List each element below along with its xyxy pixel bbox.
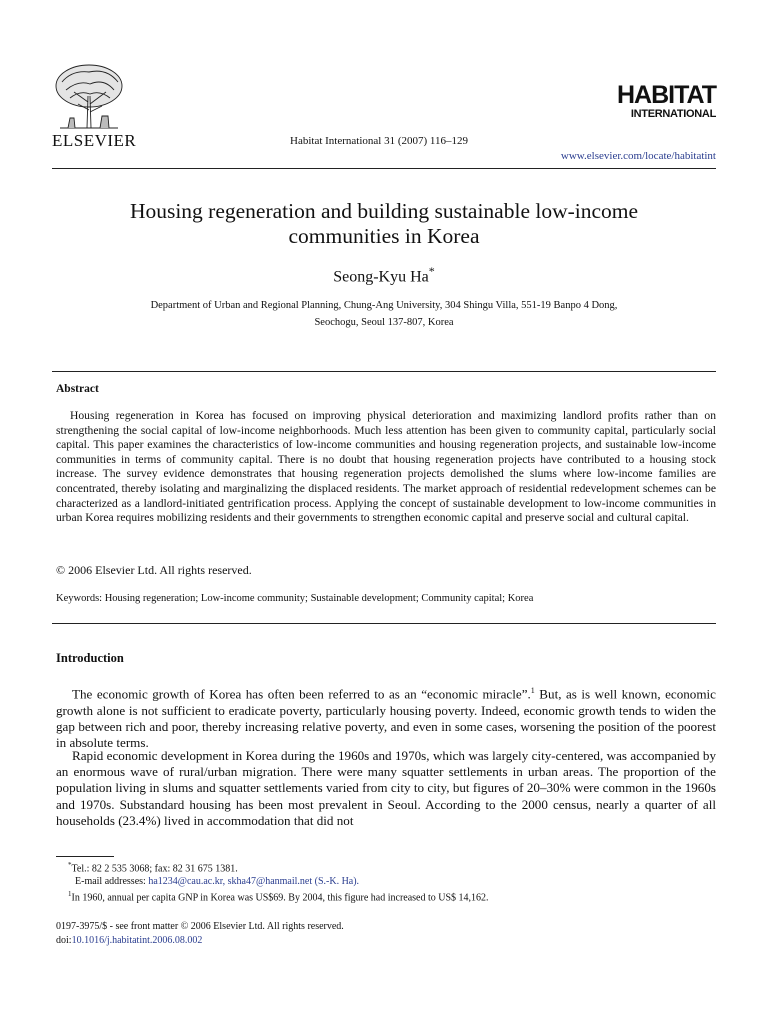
title-line: Housing regeneration and building sustainable low-income: [129, 199, 639, 223]
intro-text: The economic growth of Korea has often been referred to as an “economic miracle”.: [72, 686, 531, 702]
journal-citation-text: Habitat International 31 (2007) 116–129: [290, 135, 468, 147]
abstract-top-rule: [52, 371, 716, 372]
footnote-ref[interactable]: 1: [530, 686, 535, 695]
doi-line: [56, 935, 202, 946]
header-rule: [52, 168, 716, 169]
elsevier-tree-logo: [52, 62, 126, 132]
doi-link[interactable]: 10.1016/j.habitatint.2006.08.002: [71, 935, 203, 946]
footnote-mark: 1: [68, 890, 72, 898]
affiliation-line: Seochogu, Seoul 137-807, Korea: [314, 317, 454, 328]
issn-line: 0197-3975/$ - see front matter © 2006 Elsevier Ltd. All rights reserved.: [56, 921, 344, 932]
footnote-mark: *: [68, 861, 72, 869]
footnote-1-text: In 1960, annual per capita GNP in Korea was US$69. By 2004, this figure had increased to US$ 14,162.: [71, 892, 489, 904]
author-footnote-mark[interactable]: *: [428, 264, 435, 278]
author-affiliation: [52, 297, 716, 331]
journal-logo: HABITAT: [617, 81, 716, 109]
intro-text: But, as is well known, economic growth alone is not sufficient to eradicate poverty, particularly housing poverty. Indeed, economic growth tends to widen the gap between rich and poor, thereby increasing relative poverty, and even in some cases, worsening the position of the poorest in absolute terms.: [56, 686, 716, 750]
author-name: [52, 264, 716, 286]
footnote-tel-text: Tel.: 82 2 535 3068; fax: 82 31 675 1381.: [71, 863, 238, 875]
abstract-copyright: © 2006 Elsevier Ltd. All rights reserved.: [56, 563, 252, 577]
email-label: E-mail addresses:: [75, 876, 146, 887]
footnote-email: [75, 876, 359, 887]
email-link[interactable]: skha47@hanmail.net: [227, 876, 313, 887]
email-separator: ,: [222, 876, 228, 887]
footnote-1: [68, 890, 489, 903]
title-line: communities in Korea: [288, 224, 480, 248]
email-link[interactable]: ha1234@cau.ac.kr: [148, 876, 223, 887]
footnote-rule: [56, 856, 114, 857]
journal-logo-subtitle: INTERNATIONAL: [630, 108, 716, 120]
intro-paragraph-1: [56, 683, 716, 751]
abstract-body: Housing regeneration in Korea has focused on improving physical deterioration and maximizing landlord profits rather than on strengthening the social capital of low-income neighborhoods. Much less attention has been given to community capital, particularly social capital. This paper examines the characteristics of low-income communities and housing regeneration projects, and sustainable low-income communities in terms of community capital. There is no doubt that housing regeneration projects have contributed to a housing stock increase. The survey evidence demonstrates that housing regeneration projects demolished the slums where low-income families are concentrated, thereby isolating and marginalizing the displaced residents. The market approach of residential redevelopment schemes can be characterized as a landlord-initiated gentrification process. Applying the concept of sustainable development to low-income communities in urban Korea requires mobilizing residents and their governments to strengthen economic capital and preserve social and cultural capital.: [56, 409, 716, 525]
author-text: Seong-Kyu Ha: [333, 268, 429, 286]
journal-citation: [0, 135, 768, 147]
article-title: [52, 199, 716, 249]
affiliation-line: Department of Urban and Regional Planning, Chung-Ang University, 304 Shingu Villa, 551-19 Banpo 4 Dong,: [150, 300, 618, 311]
doi-label: doi:: [56, 935, 72, 946]
publisher-name: ELSEVIER: [52, 131, 137, 150]
abstract-heading: Abstract: [56, 383, 99, 395]
keywords: Keywords: Housing regeneration; Low-income community; Sustainable development; Community capital; Korea: [56, 593, 534, 604]
journal-website-link[interactable]: www.elsevier.com/locate/habitatint: [560, 150, 716, 162]
footnote-tel: [56, 861, 238, 874]
abstract-bottom-rule: [52, 623, 716, 624]
section-heading-introduction: Introduction: [56, 651, 124, 665]
intro-paragraph-2: Rapid economic development in Korea during the 1960s and 1970s, which was largely city-centered, was accompanied by an enormous wave of rural/urban migration. There were many squatter settlements in urban areas. The proportion of the population living in slums and squatter settlements varied from city to city, but figures of 20–30% were common in the 1960s and 1970s. Substandard housing has been most prevalent in Seoul. According to the 2000 census, nearly a quarter of all households (23.4%) lived in accommodation that did not: [56, 748, 716, 828]
email-owner: (S.-K. Ha).: [312, 876, 360, 887]
